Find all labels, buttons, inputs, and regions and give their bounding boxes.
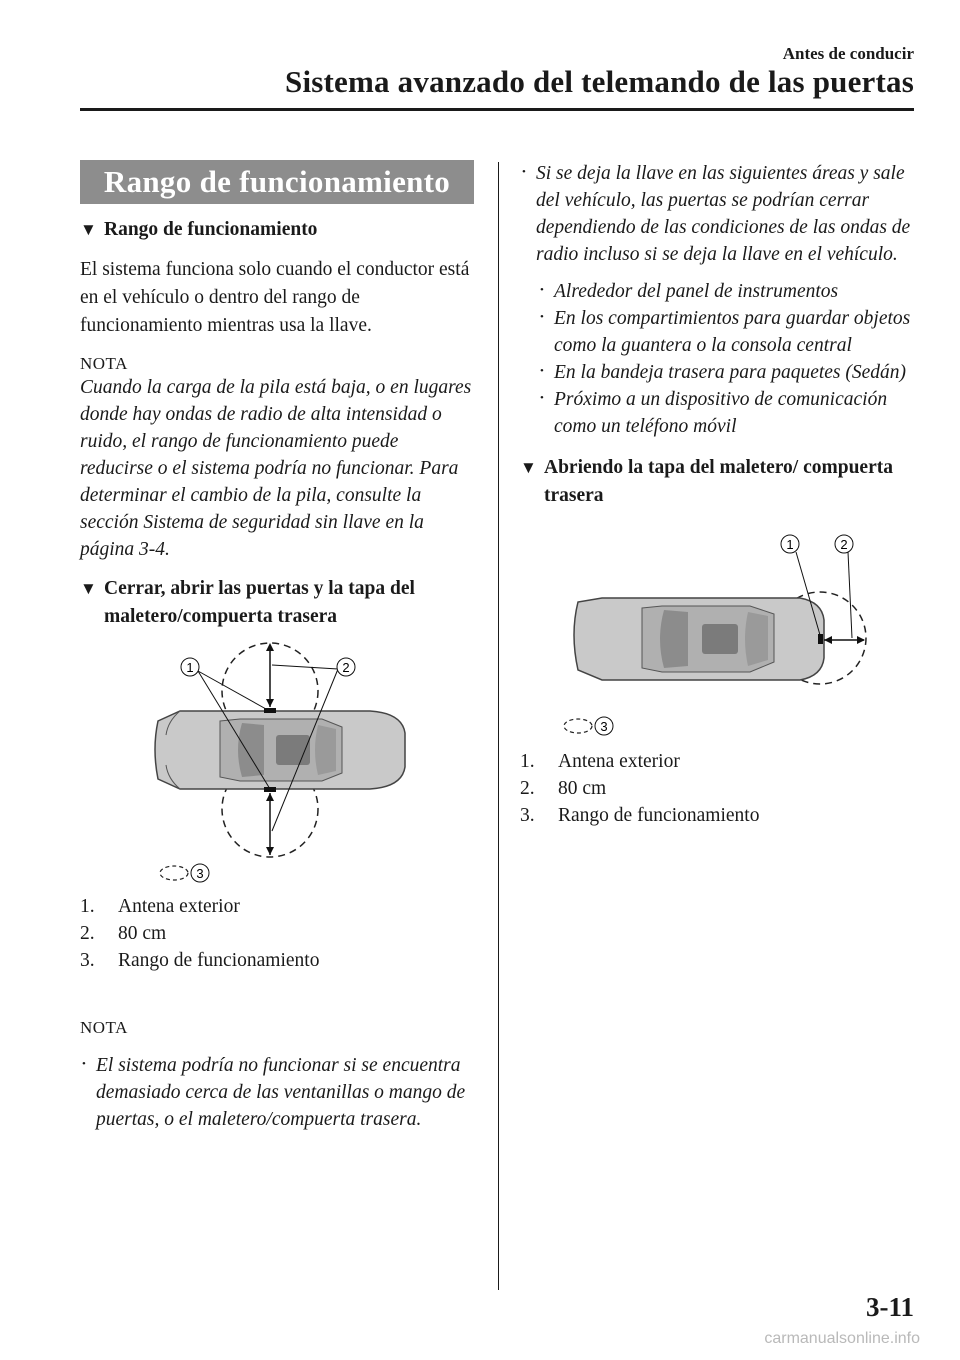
triangle-down-icon: ▼ [80, 579, 97, 598]
triangle-down-icon: ▼ [80, 220, 97, 239]
callout-2: 2 [342, 660, 350, 675]
sub-bullet: • Alrededor del panel de instrumentos [538, 278, 920, 305]
section-banner: Rango de funcionamiento [80, 160, 474, 204]
right-column [520, 160, 920, 829]
watermark: carmanualsonline.info [764, 1330, 920, 1347]
callout-3: 3 [196, 866, 204, 881]
legend-num: 3. [80, 950, 95, 971]
legend-text: Rango de funcionamiento [118, 950, 320, 971]
legend-text: 80 cm [558, 778, 607, 799]
header-rule [80, 108, 914, 111]
legend-range-key [520, 712, 920, 740]
subhead-cerrar-text: Cerrar, abrir las puertas y la tapa del maletero/compuerta trasera [104, 578, 415, 627]
body-paragraph: El sistema funciona solo cuando el conductor está en el vehículo o dentro del rango de funcionamiento mientras usa la llave. [80, 259, 470, 336]
legend-text: Rango de funcionamiento [558, 805, 760, 826]
sub-bullet: • En la bandeja trasera para paquetes (Sedán) [538, 359, 920, 386]
legend-text: Antena exterior [558, 751, 680, 772]
legend-range-key [80, 859, 474, 887]
callout-1: 1 [186, 660, 194, 675]
main-bullet: • Si se deja la llave en las siguientes áreas y sale del vehículo, las puertas se podrían cerrar dependiendo de las condiciones de las ondas de radio incluso si se deja la llave en el vehículo. [520, 160, 920, 268]
subhead-cerrar [80, 575, 474, 631]
callout-2: 2 [840, 537, 848, 552]
subhead-abriendo-text: Abriendo la tapa del maletero/ compuerta trasera [544, 457, 893, 506]
sub-bullet-list [520, 278, 920, 440]
page-number: 3-11 [865, 1292, 914, 1322]
triangle-down-icon: ▼ [520, 458, 537, 477]
header-section: Antes de conducir [782, 44, 914, 63]
legend-num: 2. [520, 778, 535, 799]
car-body [574, 598, 824, 680]
nota2-bullet: • El sistema podría no funcionar si se encuentra demasiado cerca de las ventanillas o mango de puertas, o el maletero/compuerta trasera. [80, 1052, 474, 1133]
nota2-label: NOTA [80, 1018, 128, 1037]
car-figure-side [80, 639, 474, 859]
nota-text: Cuando la carga de la pila está baja, o en lugares donde hay ondas de radio de alta intensidad o ruido, el rango de funcionamiento puede reducirse o el sistema podría no funcionar. Para determinar el cambio de la pila, consulte la sección Sistema de seguridad sin llave en la página 3-4. [80, 377, 472, 560]
legend-num: 1. [520, 751, 535, 772]
car-figure-rear [520, 520, 920, 706]
subhead-rango-text: Rango de funcionamiento [104, 219, 318, 240]
car-body [155, 711, 405, 789]
callout-1: 1 [786, 537, 794, 552]
nota-label: NOTA [80, 354, 128, 373]
legend-text: Antena exterior [118, 896, 240, 917]
page-title: Sistema avanzado del telemando de las puertas [285, 64, 914, 99]
left-column [80, 160, 474, 1133]
column-divider [498, 162, 499, 1290]
subhead-rango [80, 216, 474, 244]
legend-text: 80 cm [118, 923, 167, 944]
sub-bullet: • En los compartimientos para guardar objetos como la guantera o la consola central [538, 305, 920, 359]
legend-num: 1. [80, 896, 95, 917]
legend-list [520, 748, 920, 829]
antenna-bottom [264, 787, 276, 792]
legend-list [80, 893, 474, 974]
subhead-abriendo [520, 454, 920, 510]
legend-num: 3. [520, 805, 535, 826]
legend-num: 2. [80, 923, 95, 944]
sub-bullet: • Próximo a un dispositivo de comunicación como un teléfono móvil [538, 386, 920, 440]
antenna-rear [818, 634, 823, 644]
callout-3: 3 [600, 719, 608, 734]
